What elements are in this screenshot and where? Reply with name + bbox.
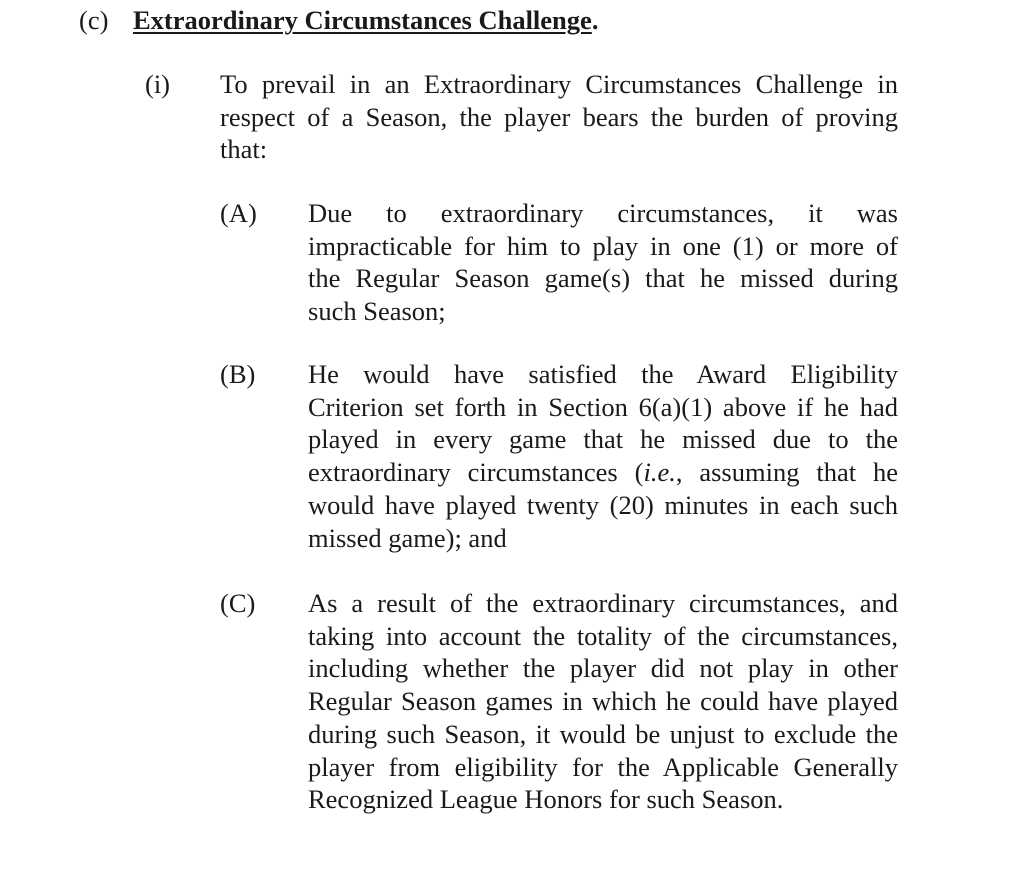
item-i-line: To prevail in an Extraordinary Circumstances Challenge in — [220, 69, 898, 99]
section-marker: (c) — [79, 5, 109, 35]
item-a-line: such Season; — [308, 296, 446, 327]
item-b-line-ie-italic: i.e. — [643, 457, 676, 488]
item-b-line: Criterion set forth in Section 6(a)(1) above if he had — [308, 391, 898, 422]
item-c-line: taking into account the totality of the circumstances, — [308, 620, 898, 651]
item-c-line: player from eligibility for the Applicable Generally — [308, 751, 898, 782]
item-b-line: missed game); and — [308, 522, 507, 553]
item-c-line: Recognized League Honors for such Season. — [308, 784, 784, 815]
item-c-line: As a result of the extraordinary circumstances, and — [308, 588, 898, 618]
item-b-line: He would have satisfied the Award Eligibility — [308, 359, 898, 389]
item-b-line: would have played twenty (20) minutes in each such — [308, 489, 898, 520]
item-b-marker: (B) — [220, 359, 256, 389]
item-b-line-ie-start: extraordinary circumstances ( — [308, 457, 644, 488]
item-i-line: respect of a Season, the player bears the burden of proving — [220, 101, 898, 132]
item-i-marker: (i) — [145, 69, 171, 99]
item-c-marker: (C) — [220, 588, 256, 618]
item-a-line: impracticable for him to play in one (1) or more of — [308, 230, 898, 261]
item-c-line: including whether the player did not play in other — [308, 653, 898, 684]
item-c-paragraph — [308, 587, 898, 816]
item-b-line: played in every game that he missed due to the — [308, 424, 898, 455]
item-i-paragraph — [220, 68, 898, 166]
item-a-paragraph — [308, 197, 898, 328]
item-a-line: the Regular Season game(s) that he missed during — [308, 263, 898, 294]
item-c-line: Regular Season games in which he could have played — [308, 686, 898, 717]
item-b-line-ie — [308, 456, 898, 489]
item-a-line: Due to extraordinary circumstances, it was — [308, 198, 898, 228]
item-i-line: that: — [220, 134, 268, 165]
section-title-period: . — [591, 5, 599, 35]
item-b-line-ie-end: , assuming that he — [675, 457, 898, 488]
item-b-paragraph — [308, 358, 898, 554]
section-title-text: Extraordinary Circumstances Challenge — [133, 5, 592, 35]
section-title — [133, 4, 598, 36]
item-a-marker: (A) — [220, 198, 257, 228]
item-c-line: during such Season, it would be unjust to exclude the — [308, 718, 898, 749]
